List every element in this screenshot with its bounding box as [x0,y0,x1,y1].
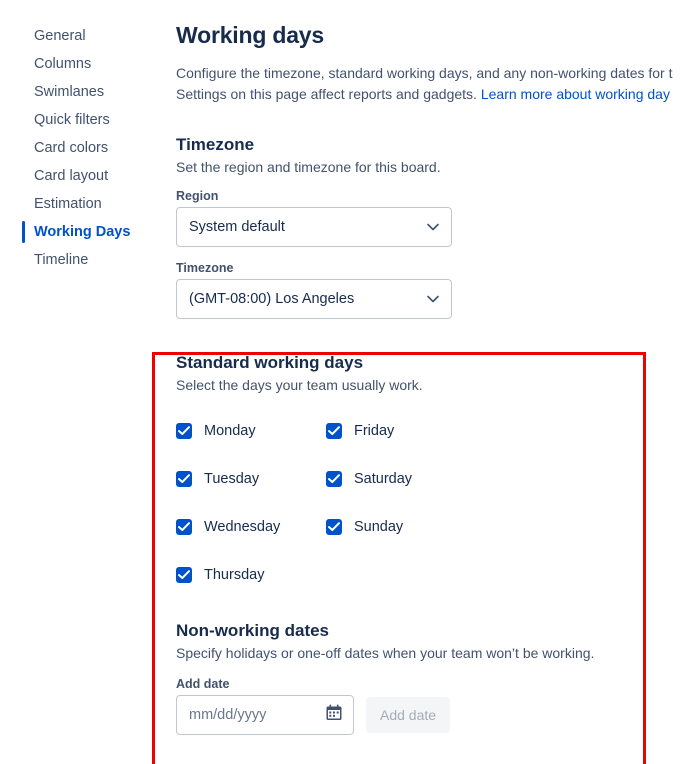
sidebar-item-label: Estimation [34,196,102,212]
checkmark-icon [326,519,342,535]
checkbox-thursday[interactable] [176,567,326,583]
chevron-down-icon [427,280,439,318]
sidebar-item-label: Working Days [34,224,131,240]
day-row [176,407,506,455]
day-row [176,551,506,599]
checkbox-wednesday[interactable] [176,519,326,535]
add-date-button[interactable]: Add date [366,697,450,733]
checkbox-saturday[interactable] [326,471,476,487]
settings-main [176,0,690,735]
sidebar-item-quick-filters[interactable] [0,106,160,134]
region-label: Region [176,189,219,203]
checkmark-icon [176,519,192,535]
sidebar-item-label: Swimlanes [34,84,105,100]
checkmark-icon [326,471,342,487]
timezone-select-value: (GMT-08:00) Los Angeles [189,291,355,307]
working-days-section-title: Standard working days [176,353,364,372]
chevron-down-icon [427,208,439,246]
working-days-checkbox-grid [176,407,506,599]
timezone-select[interactable] [176,279,452,319]
learn-more-link[interactable]: Learn more about working day [480,86,670,102]
region-select[interactable] [176,207,452,247]
page-description-line1: Configure the timezone, standard working days, and any non-working dates for t [176,65,673,81]
checkbox-label: Sunday [354,519,404,535]
page-title: Working days [176,22,324,48]
add-date-row [176,695,690,735]
date-input[interactable] [187,706,327,724]
sidebar-item-label: Card colors [34,140,109,156]
date-input-wrapper[interactable] [176,695,354,735]
checkbox-tuesday[interactable] [176,471,326,487]
sidebar-item-general[interactable] [0,22,160,50]
working-days-section-subtitle: Select the days your team usually work. [176,377,423,393]
sidebar-item-label: Columns [34,56,92,72]
checkbox-monday[interactable] [176,423,326,439]
day-row [176,503,506,551]
non-working-dates-subtitle: Specify holidays or one-off dates when your team won’t be working. [176,645,595,661]
checkbox-label: Wednesday [204,519,281,535]
non-working-dates-section-title: Non-working dates [176,621,330,640]
sidebar-item-label: General [34,28,86,44]
sidebar-item-working-days[interactable] [0,218,160,246]
day-row [176,455,506,503]
checkbox-label: Thursday [204,567,265,583]
page-description-line2: Settings on this page affect reports and gadgets. [176,86,477,102]
checkmark-icon [176,423,192,439]
checkbox-sunday[interactable] [326,519,476,535]
sidebar-item-columns[interactable] [0,50,160,78]
calendar-icon[interactable] [325,704,343,727]
sidebar-item-timeline[interactable] [0,246,160,274]
checkmark-icon [176,567,192,583]
checkbox-label: Friday [354,423,395,439]
sidebar-item-swimlanes[interactable] [0,78,160,106]
sidebar-item-label: Card layout [34,168,109,184]
sidebar-item-card-colors[interactable] [0,134,160,162]
sidebar-item-label: Timeline [34,252,89,268]
checkbox-label: Saturday [354,471,413,487]
page-description [176,63,690,105]
timezone-section-subtitle: Set the region and timezone for this board. [176,159,441,175]
timezone-section-title: Timezone [176,135,255,154]
sidebar-item-card-layout[interactable] [0,162,160,190]
checkmark-icon [176,471,192,487]
sidebar-item-estimation[interactable] [0,190,160,218]
timezone-label: Timezone [176,261,234,275]
region-select-value: System default [189,219,285,235]
checkmark-icon [326,423,342,439]
add-date-label: Add date [176,677,230,691]
checkbox-label: Tuesday [204,471,260,487]
settings-sidebar [0,0,160,274]
sidebar-item-label: Quick filters [34,112,110,128]
checkbox-label: Monday [204,423,256,439]
checkbox-friday[interactable] [326,423,476,439]
